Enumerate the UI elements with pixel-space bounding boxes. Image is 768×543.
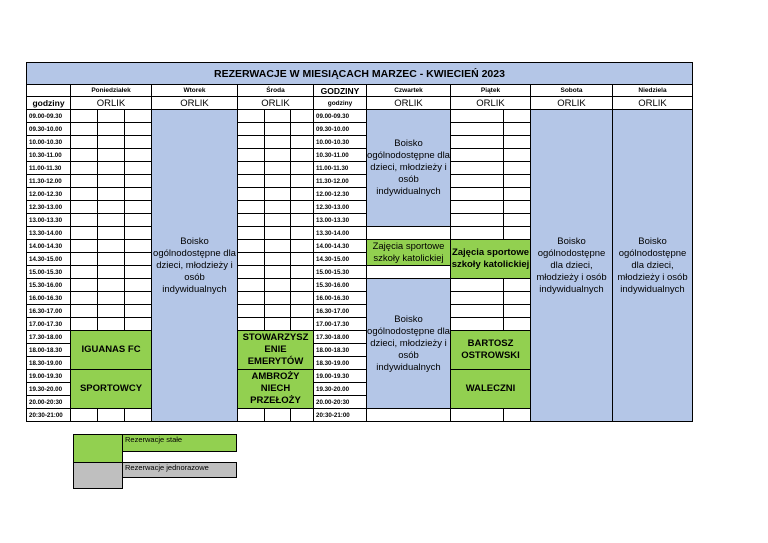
sobota-open-block-text: Boisko ogólnodostępne dla dzieci, młodzieży i osób indywidualnych [536, 235, 607, 295]
time-cell [26, 369, 71, 383]
sro-empty-cell [237, 304, 265, 318]
ambrozy-block [237, 369, 314, 409]
time-cell [26, 330, 71, 344]
time-cell-text: 20:30-21:00 [29, 411, 63, 419]
iguanas-block [70, 330, 152, 370]
time-cell [26, 161, 71, 175]
mon-empty-cell [97, 200, 125, 214]
time-cell-text: 15.00-15.30 [29, 268, 63, 276]
subheader-4-text: godziny [327, 99, 353, 107]
pt-empty-cell [503, 200, 531, 214]
time-cell-right [313, 161, 367, 175]
sro-empty-cell [290, 135, 314, 149]
subheader-3 [237, 96, 314, 110]
sro-empty-cell [264, 278, 291, 292]
sro-empty-cell [237, 135, 265, 149]
time-cell-text: 18.00-18.30 [29, 346, 63, 354]
sportowcy-block [70, 369, 152, 409]
sro-empty-cell [264, 252, 291, 266]
pt-empty-cell [450, 161, 504, 175]
day-header-5-text: Czwartek [394, 87, 423, 94]
sro-empty-cell [237, 408, 265, 422]
time-cell-right-text: 14.30-15.00 [316, 255, 350, 263]
sro-empty-cell [290, 304, 314, 318]
time-cell-text: 09.30-10.00 [29, 125, 63, 133]
time-cell [26, 239, 71, 253]
mon-empty-cell [97, 304, 125, 318]
pt-empty-cell [450, 122, 504, 136]
mon-empty-cell [124, 109, 152, 123]
time-cell-right-text: 17.30-18.00 [316, 333, 350, 341]
time-cell-right-text: 13.00-13.30 [316, 216, 350, 224]
mon-empty-cell [70, 148, 98, 162]
mon-empty-cell [124, 122, 152, 136]
czw-empty-cell [366, 265, 451, 279]
time-cell [26, 213, 71, 227]
mon-empty-cell [124, 161, 152, 175]
pt-empty-cell [503, 317, 531, 331]
stowarzyszenie-block [237, 330, 314, 370]
pt-empty-cell [450, 174, 504, 188]
mon-empty-cell [70, 239, 98, 253]
sro-empty-cell [290, 278, 314, 292]
time-cell [26, 174, 71, 188]
subheader-4 [313, 96, 367, 110]
time-cell-right [313, 226, 367, 240]
bartosz-block [450, 330, 531, 370]
time-cell-right [313, 356, 367, 370]
day-header-8-text: Niedziela [638, 87, 667, 94]
page-title [26, 62, 693, 85]
mon-empty-cell [70, 122, 98, 136]
mon-empty-cell [97, 239, 125, 253]
time-cell [26, 408, 71, 422]
sro-empty-cell [290, 239, 314, 253]
legend-jednorazowe-label-text: Rezerwacje jednorazowe [125, 463, 209, 472]
sro-empty-cell [264, 265, 291, 279]
pt-empty-cell [503, 122, 531, 136]
time-cell-right [313, 382, 367, 396]
sro-empty-cell [264, 109, 291, 123]
sro-empty-cell [264, 200, 291, 214]
legend-stale-label [122, 434, 237, 452]
time-cell-text: 12.00-12.30 [29, 190, 63, 198]
czwartek-open-block-1 [366, 109, 451, 227]
mon-empty-cell [97, 252, 125, 266]
pt-empty-cell [450, 213, 504, 227]
subheader-0-text: godziny [32, 98, 65, 108]
pt-empty-cell [503, 304, 531, 318]
time-cell-right [313, 135, 367, 149]
mon-empty-cell [97, 317, 125, 331]
pt-empty-cell [503, 278, 531, 292]
mon-empty-cell [124, 135, 152, 149]
sro-empty-cell [264, 148, 291, 162]
time-cell-right-text: 20.00-20:30 [316, 398, 350, 406]
time-cell-right [313, 239, 367, 253]
sro-empty-cell [237, 161, 265, 175]
time-cell [26, 122, 71, 136]
pt-empty-cell [450, 135, 504, 149]
pt-empty-cell [450, 408, 504, 422]
iguanas-block-text: IGUANAS FC [81, 344, 141, 355]
mon-empty-cell [124, 304, 152, 318]
mon-empty-cell [97, 187, 125, 201]
czwartek-school-block [366, 239, 451, 266]
sro-empty-cell [237, 148, 265, 162]
pt-empty-cell [503, 109, 531, 123]
subheader-2-text: ORLIK [180, 97, 209, 109]
wtorek-open-block-text: Boisko ogólnodostępne dla dzieci, młodzieży i osób indywidualnych [153, 235, 236, 295]
sro-empty-cell [264, 317, 291, 331]
time-cell-right-text: 09.30-10.00 [316, 125, 350, 133]
time-cell-right-text: 18.00-18.30 [316, 346, 350, 354]
sro-empty-cell [237, 200, 265, 214]
sro-empty-cell [290, 174, 314, 188]
subheader-7 [530, 96, 613, 110]
time-cell-right-text: 12.30-13.00 [316, 203, 350, 211]
pt-empty-cell [503, 291, 531, 305]
piatek-school-block [450, 239, 531, 279]
sobota-open-block [530, 109, 613, 422]
sro-empty-cell [237, 239, 265, 253]
time-cell-text: 12.30-13.00 [29, 203, 63, 211]
mon-empty-cell [70, 408, 98, 422]
time-cell-right [313, 252, 367, 266]
time-cell-right-text: 10.30-11.00 [316, 151, 349, 159]
legend-stale-swatch [73, 434, 123, 463]
time-cell-text: 20.00-20:30 [29, 398, 63, 406]
sro-empty-cell [290, 200, 314, 214]
mon-empty-cell [70, 135, 98, 149]
waleczni-block [450, 369, 531, 409]
sro-empty-cell [264, 135, 291, 149]
mon-empty-cell [70, 213, 98, 227]
time-cell-right-text: 19.00-19.30 [316, 372, 350, 380]
pt-empty-cell [450, 200, 504, 214]
subheader-0 [26, 96, 71, 110]
time-cell-right [313, 187, 367, 201]
time-cell-right [313, 395, 367, 409]
mon-empty-cell [124, 252, 152, 266]
mon-empty-cell [70, 291, 98, 305]
sro-empty-cell [264, 122, 291, 136]
subheader-1 [70, 96, 152, 110]
time-cell-text: 17.00-17.30 [29, 320, 63, 328]
sro-empty-cell [237, 226, 265, 240]
legend-stale-label-text: Rezerwacje stałe [125, 435, 183, 444]
time-cell [26, 343, 71, 357]
day-header-2-text: Wtorek [183, 87, 206, 94]
sro-empty-cell [290, 148, 314, 162]
time-cell-right-text: 20:30-21:00 [316, 411, 350, 419]
subheader-2 [151, 96, 238, 110]
time-cell-right-text: 17.00-17.30 [316, 320, 350, 328]
sro-empty-cell [237, 213, 265, 227]
time-cell-right [313, 304, 367, 318]
subheader-8-text: ORLIK [638, 97, 667, 109]
sro-empty-cell [290, 408, 314, 422]
mon-empty-cell [97, 226, 125, 240]
sro-empty-cell [290, 187, 314, 201]
time-cell-right-text: 15.00-15.30 [316, 268, 350, 276]
sro-empty-cell [290, 265, 314, 279]
waleczni-block-text: WALECZNI [465, 383, 516, 394]
time-cell-right [313, 122, 367, 136]
day-header-4-text: GODZINY [320, 85, 360, 96]
czw-empty-cell [366, 408, 451, 422]
pt-empty-cell [450, 317, 504, 331]
time-cell-text: 16.30-17.00 [29, 307, 63, 315]
time-cell-right [313, 213, 367, 227]
time-cell-text: 16.00-16.30 [29, 294, 63, 302]
time-cell-right [313, 265, 367, 279]
mon-empty-cell [70, 174, 98, 188]
sro-empty-cell [290, 213, 314, 227]
sro-empty-cell [290, 161, 314, 175]
time-cell [26, 187, 71, 201]
mon-empty-cell [124, 408, 152, 422]
niedziela-open-block-text: Boisko ogólnodostępne dla dzieci, młodzieży i osób indywidualnych [617, 235, 688, 295]
mon-empty-cell [124, 174, 152, 188]
mon-empty-cell [124, 239, 152, 253]
time-cell-right [313, 330, 367, 344]
subheader-6 [450, 96, 531, 110]
mon-empty-cell [70, 265, 98, 279]
czw-empty-cell [366, 226, 451, 240]
time-cell-right-text: 11.00-11.30 [316, 164, 349, 172]
czwartek-school-block-text: Zajęcia sportowe szkoły katolickiej [372, 240, 445, 264]
sro-empty-cell [264, 213, 291, 227]
sro-empty-cell [237, 265, 265, 279]
pt-empty-cell [450, 148, 504, 162]
sro-empty-cell [264, 174, 291, 188]
time-cell [26, 148, 71, 162]
legend-jednorazowe-label [122, 462, 237, 478]
mon-empty-cell [70, 109, 98, 123]
subheader-6-text: ORLIK [476, 97, 505, 109]
stowarzyszenie-block-text: STOWARZYSZ ENIE EMERYTÓW [242, 332, 309, 367]
time-cell-right [313, 408, 367, 422]
mon-empty-cell [97, 408, 125, 422]
day-header-6-text: Piątek [480, 87, 501, 94]
sro-empty-cell [290, 317, 314, 331]
subheader-5 [366, 96, 451, 110]
time-cell-text: 19.30-20.00 [29, 385, 63, 393]
sro-empty-cell [264, 226, 291, 240]
time-cell-text: 13.30-14.00 [29, 229, 63, 237]
pt-empty-cell [503, 408, 531, 422]
mon-empty-cell [70, 226, 98, 240]
time-cell-right [313, 109, 367, 123]
mon-empty-cell [124, 265, 152, 279]
czwartek-open-block-2-text: Boisko ogólnodostępne dla dzieci, młodzieży i osób indywidualnych [367, 313, 450, 373]
mon-empty-cell [97, 148, 125, 162]
time-cell [26, 304, 71, 318]
pt-empty-cell [450, 187, 504, 201]
time-cell-right-text: 16.30-17.00 [316, 307, 350, 315]
mon-empty-cell [97, 161, 125, 175]
pt-empty-cell [503, 213, 531, 227]
sro-empty-cell [290, 109, 314, 123]
pt-empty-cell [503, 226, 531, 240]
time-cell-right-text: 12.00-12.30 [316, 190, 350, 198]
mon-empty-cell [70, 187, 98, 201]
time-cell-right-text: 16.00-16.30 [316, 294, 350, 302]
sro-empty-cell [237, 291, 265, 305]
piatek-school-block-text: Zajęcia sportowe szkoły katolickiej [451, 247, 530, 270]
time-cell-right-text: 11.30-12.00 [316, 177, 349, 185]
sro-empty-cell [264, 161, 291, 175]
sro-empty-cell [237, 317, 265, 331]
sro-empty-cell [237, 109, 265, 123]
mon-empty-cell [97, 122, 125, 136]
legend-jednorazowe-swatch [73, 462, 123, 489]
mon-empty-cell [124, 226, 152, 240]
czwartek-open-block-1-text: Boisko ogólnodostępne dla dzieci, młodzieży i osób indywidualnych [367, 138, 450, 197]
time-cell [26, 395, 71, 409]
pt-empty-cell [503, 148, 531, 162]
mon-empty-cell [70, 304, 98, 318]
time-cell-right [313, 369, 367, 383]
day-header-3-text: Środa [266, 87, 285, 94]
mon-empty-cell [97, 109, 125, 123]
sportowcy-block-text: SPORTOWCY [79, 383, 143, 394]
czwartek-open-block-2 [366, 278, 451, 409]
time-cell [26, 109, 71, 123]
mon-empty-cell [124, 187, 152, 201]
time-cell-text: 14.30-15.00 [29, 255, 63, 263]
mon-empty-cell [124, 213, 152, 227]
sro-empty-cell [237, 122, 265, 136]
pt-empty-cell [450, 304, 504, 318]
mon-empty-cell [97, 291, 125, 305]
mon-empty-cell [124, 317, 152, 331]
time-cell-text: 15.30-16.00 [29, 281, 63, 289]
time-cell-text: 11.00-11.30 [29, 164, 62, 172]
time-cell-right-text: 15.30-16.00 [316, 281, 350, 289]
mon-empty-cell [70, 161, 98, 175]
mon-empty-cell [124, 200, 152, 214]
sro-empty-cell [264, 408, 291, 422]
time-cell [26, 278, 71, 292]
pt-empty-cell [450, 226, 504, 240]
time-cell [26, 382, 71, 396]
pt-empty-cell [503, 135, 531, 149]
day-header-1-text: Poniedziałek [91, 87, 131, 94]
subheader-5-text: ORLIK [394, 97, 423, 109]
time-cell-right-text: 18.30-19.00 [316, 359, 350, 367]
mon-empty-cell [124, 291, 152, 305]
time-cell-right [313, 317, 367, 331]
time-cell-right [313, 343, 367, 357]
sro-empty-cell [237, 278, 265, 292]
subheader-1-text: ORLIK [96, 97, 126, 109]
subheader-8 [612, 96, 693, 110]
mon-empty-cell [97, 278, 125, 292]
time-cell-right [313, 174, 367, 188]
sro-empty-cell [290, 252, 314, 266]
time-cell-right-text: 09.00-09.30 [316, 112, 350, 120]
mon-empty-cell [70, 200, 98, 214]
time-cell-right-text: 10.00-10.30 [316, 138, 350, 146]
pt-empty-cell [503, 187, 531, 201]
sro-empty-cell [264, 239, 291, 253]
time-cell [26, 226, 71, 240]
sro-empty-cell [264, 291, 291, 305]
sro-empty-cell [290, 291, 314, 305]
pt-empty-cell [450, 109, 504, 123]
subheader-3-text: ORLIK [261, 97, 290, 109]
sro-empty-cell [237, 174, 265, 188]
time-cell-right [313, 291, 367, 305]
mon-empty-cell [70, 317, 98, 331]
time-cell [26, 291, 71, 305]
time-cell-text: 11.30-12.00 [29, 177, 62, 185]
wtorek-open-block [151, 109, 238, 422]
mon-empty-cell [124, 148, 152, 162]
mon-empty-cell [97, 213, 125, 227]
mon-empty-cell [97, 265, 125, 279]
time-cell-text: 14.00-14.30 [29, 242, 63, 250]
time-cell-right-text: 13.30-14.00 [316, 229, 350, 237]
time-cell-text: 17.30-18.00 [29, 333, 63, 341]
time-cell [26, 356, 71, 370]
time-cell [26, 135, 71, 149]
time-cell [26, 200, 71, 214]
page-title-text: REZERWACJE W MIESIĄCACH MARZEC - KWIECIEŃ 2023 [214, 67, 505, 80]
sro-empty-cell [264, 187, 291, 201]
mon-empty-cell [124, 278, 152, 292]
time-cell-text: 13.00-13.30 [29, 216, 63, 224]
time-cell-right-text: 14.00-14.30 [316, 242, 350, 250]
time-cell-text: 18.30-19.00 [29, 359, 63, 367]
mon-empty-cell [70, 252, 98, 266]
subheader-7-text: ORLIK [557, 97, 586, 109]
mon-empty-cell [70, 278, 98, 292]
time-cell-right [313, 148, 367, 162]
niedziela-open-block [612, 109, 693, 422]
time-cell-text: 10.00-10.30 [29, 138, 63, 146]
time-cell-right-text: 19.30-20.00 [316, 385, 350, 393]
sro-empty-cell [237, 252, 265, 266]
pt-empty-cell [503, 161, 531, 175]
time-cell-text: 10.30-11.00 [29, 151, 62, 159]
sro-empty-cell [290, 226, 314, 240]
bartosz-block-text: BARTOSZ OSTROWSKI [461, 338, 520, 361]
pt-empty-cell [450, 278, 504, 292]
pt-empty-cell [450, 291, 504, 305]
time-cell [26, 317, 71, 331]
time-cell-right [313, 200, 367, 214]
time-cell [26, 252, 71, 266]
pt-empty-cell [503, 174, 531, 188]
time-cell [26, 265, 71, 279]
time-cell-text: 09.00-09.30 [29, 112, 63, 120]
sro-empty-cell [290, 122, 314, 136]
time-cell-text: 19.00-19.30 [29, 372, 63, 380]
day-header-7-text: Sobota [560, 87, 583, 94]
sro-empty-cell [237, 187, 265, 201]
mon-empty-cell [97, 135, 125, 149]
ambrozy-block-text: AMBROŻY NIECH PRZEŁOŻY [250, 371, 301, 406]
time-cell-right [313, 278, 367, 292]
sro-empty-cell [264, 304, 291, 318]
mon-empty-cell [97, 174, 125, 188]
